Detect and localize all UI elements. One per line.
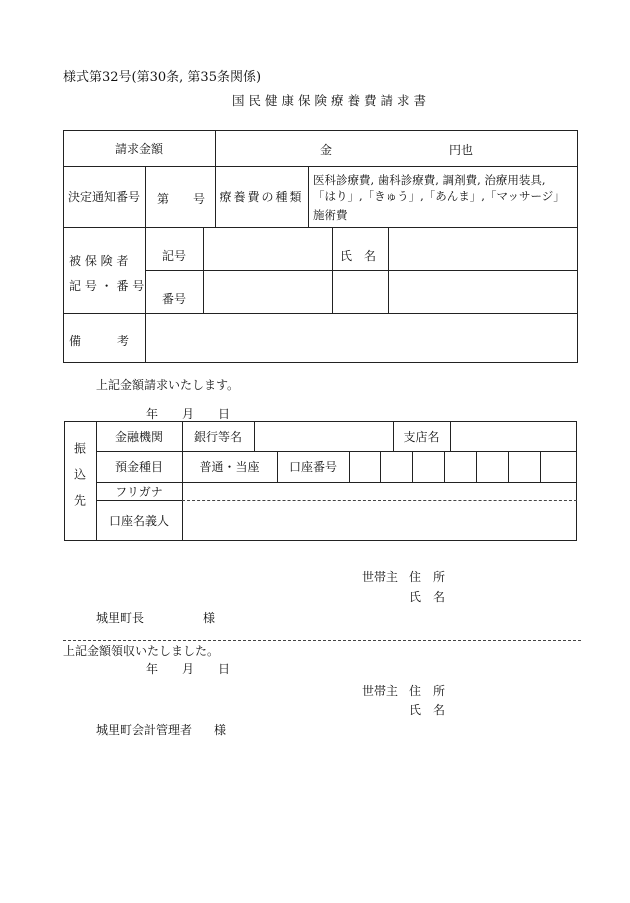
name-label-1: 氏 名 <box>409 590 446 604</box>
yen-nari-label: 円也 <box>449 143 474 157</box>
treatment-type-line-2: 「はり」,「きゅう」,「あんま」,「マッサージ」 <box>313 189 565 203</box>
household-head-label-2: 世帯主 <box>362 684 399 698</box>
number-label: 番号 <box>162 292 187 306</box>
account-number-label: 口座番号 <box>288 460 337 474</box>
account-digit-divider-5 <box>508 451 509 482</box>
bank-row-3-dashed <box>182 500 577 501</box>
furigana-label: フリガナ <box>115 484 163 499</box>
form-title: 国民健康保険療養費請求書 <box>232 93 431 108</box>
account-digit-divider-6 <box>540 451 541 482</box>
deposit-type-value: 普通・当座 <box>199 460 260 474</box>
remarks-label: 備 考 <box>69 334 130 348</box>
insured-label-line-1: 被 保 険 者 <box>69 254 129 268</box>
form-number: 様式第32号(第30条, 第35条関係) <box>63 70 262 85</box>
transfer-label: 振込先 <box>72 442 87 520</box>
household-head-label-1: 世帯主 <box>362 570 399 584</box>
col-divider-name-left <box>332 227 333 313</box>
account-digit-divider-4 <box>476 451 477 482</box>
receipt-date: 年 月 日 <box>146 662 231 676</box>
bank-col-bankname <box>254 421 255 451</box>
col-divider-type <box>308 166 309 227</box>
symbol-label: 記号 <box>162 249 187 263</box>
account-digit-divider-3 <box>444 451 445 482</box>
go-label: 号 <box>193 192 206 206</box>
name-label: 氏 名 <box>340 249 377 263</box>
bank-col-branch-right <box>450 421 451 451</box>
bank-col-account-start <box>349 451 350 482</box>
col-divider-notice <box>145 166 146 227</box>
addressee-mayor: 城里町長 <box>96 611 145 625</box>
col-divider-insured <box>145 227 146 363</box>
account-digit-divider-1 <box>380 451 381 482</box>
row-divider-3 <box>145 270 578 271</box>
receipt-text: 上記金額領収いたしました。 <box>63 644 220 658</box>
addressee-accountant: 城里町会計管理者 <box>96 723 193 737</box>
name-label-2: 氏 名 <box>409 703 446 717</box>
cut-line <box>63 640 581 641</box>
branch-label: 支店名 <box>403 429 440 444</box>
address-label-2: 住 所 <box>409 684 446 698</box>
row-divider-4 <box>63 313 578 314</box>
col-divider-symbol <box>203 227 204 313</box>
request-date: 年 月 日 <box>146 407 231 421</box>
col-divider-name-right <box>388 227 389 313</box>
row-divider-2 <box>63 227 578 228</box>
treatment-type-label: 療養費の種類 <box>219 190 304 204</box>
account-holder-label: 口座名義人 <box>108 514 169 528</box>
decision-notice-label: 決定通知番号 <box>67 190 140 204</box>
account-digit-divider-2 <box>412 451 413 482</box>
claim-amount-label: 請求金額 <box>114 141 163 156</box>
kin-label: 金 <box>320 143 333 157</box>
institution-label: 金融機関 <box>114 429 163 444</box>
deposit-type-label: 預金種目 <box>114 460 163 474</box>
address-label-1: 住 所 <box>409 570 446 584</box>
dai-label: 第 <box>157 192 170 206</box>
treatment-type-line-3: 施術費 <box>313 208 348 222</box>
insured-label-line-2: 記 号 ・ 番 号 <box>69 279 145 293</box>
request-text: 上記金額請求いたします。 <box>96 378 240 392</box>
bank-name-label: 銀行等名 <box>193 429 242 444</box>
sama-label-1: 様 <box>203 611 216 625</box>
sama-label-2: 様 <box>214 723 227 737</box>
treatment-type-line-1: 医科診療費, 歯科診療費, 調剤費, 治療用装具, <box>313 173 546 187</box>
